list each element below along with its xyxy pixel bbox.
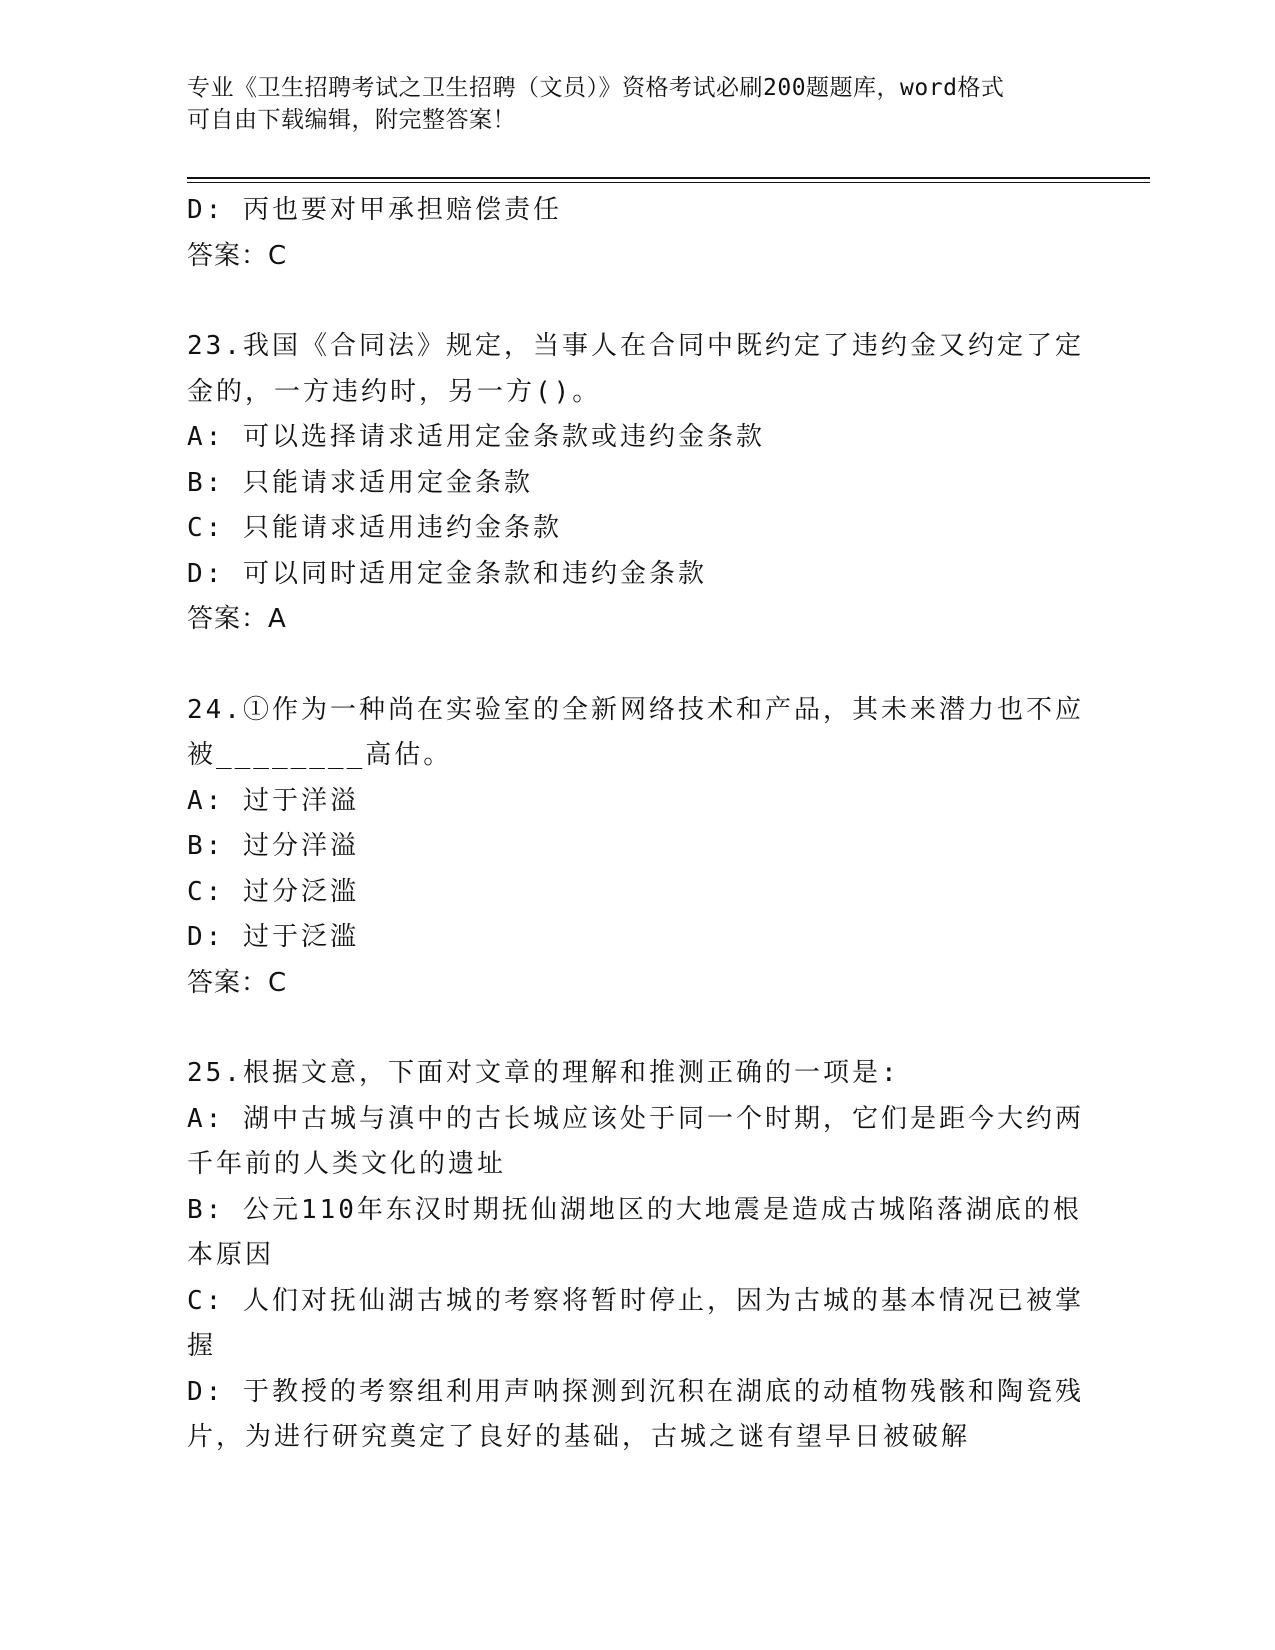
question-24 xyxy=(187,688,1087,1007)
answer-label: 答案：C xyxy=(187,240,288,271)
header-line-2: 可自由下载编辑，附完整答案！ xyxy=(187,107,516,133)
document-header xyxy=(187,72,1087,136)
option-d: D: 于教授的考察组利用声呐探测到沉积在湖底的动植物残骸和陶瓷残 xyxy=(187,1376,1084,1407)
option-a: A: 可以选择请求适用定金条款或违约金条款 xyxy=(187,422,765,452)
option-d: D: 可以同时适用定金条款和违约金条款 xyxy=(187,558,707,589)
option-b: B: 只能请求适用定金条款 xyxy=(187,467,533,498)
question-stem-cont: 被________高估。 xyxy=(187,740,453,770)
option-b-cont: 本原因 xyxy=(187,1240,275,1270)
question-25 xyxy=(187,1051,1087,1461)
header-divider-thick xyxy=(187,177,1150,179)
option-d: D: 丙也要对甲承担赔偿责任 xyxy=(187,195,562,225)
spacer xyxy=(187,279,1087,324)
option-a: A: 湖中古城与滇中的古长城应该处于同一个时期，它们是距今大约两 xyxy=(187,1103,1084,1134)
question-list xyxy=(187,188,1087,1461)
option-d-cont: 片，为进行研究奠定了良好的基础，古城之谜有望早日被破解 xyxy=(187,1422,971,1452)
header-divider-thin xyxy=(187,182,1150,183)
option-a-cont: 千年前的人类文化的遗址 xyxy=(187,1149,507,1179)
option-c: C: 过分泛滥 xyxy=(187,876,359,907)
answer-label: 答案：C xyxy=(187,967,288,998)
option-c-cont: 握 xyxy=(187,1331,217,1361)
question-stem: 24.①作为一种尚在实验室的全新网络技术和产品，其未来潜力也不应 xyxy=(187,694,1084,725)
spacer xyxy=(187,643,1087,688)
option-b: B: 公元110年东汉时期抚仙湖地区的大地震是造成古城陷落湖底的根 xyxy=(187,1194,1082,1225)
header-line-1: 专业《卫生招聘考试之卫生招聘（文员）》资格考试必刷200题题库，word格式 xyxy=(187,75,1005,101)
question-23 xyxy=(187,324,1087,643)
question-22-tail xyxy=(187,188,1087,279)
option-b: B: 过分洋溢 xyxy=(187,831,359,861)
option-d: D: 过于泛滥 xyxy=(187,922,359,952)
option-a: A: 过于洋溢 xyxy=(187,785,359,816)
option-c: C: 人们对抚仙湖古城的考察将暂时停止，因为古城的基本情况已被掌 xyxy=(187,1285,1084,1316)
option-c: C: 只能请求适用违约金条款 xyxy=(187,513,562,543)
spacer xyxy=(187,1006,1087,1051)
answer-label: 答案：A xyxy=(187,604,287,634)
question-stem-cont: 金的，一方违约时，另一方()。 xyxy=(187,376,602,407)
question-stem: 25.根据文意，下面对文章的理解和推测正确的一项是: xyxy=(187,1058,900,1088)
question-stem: 23.我国《合同法》规定，当事人在合同中既约定了违约金又约定了定 xyxy=(187,331,1084,361)
